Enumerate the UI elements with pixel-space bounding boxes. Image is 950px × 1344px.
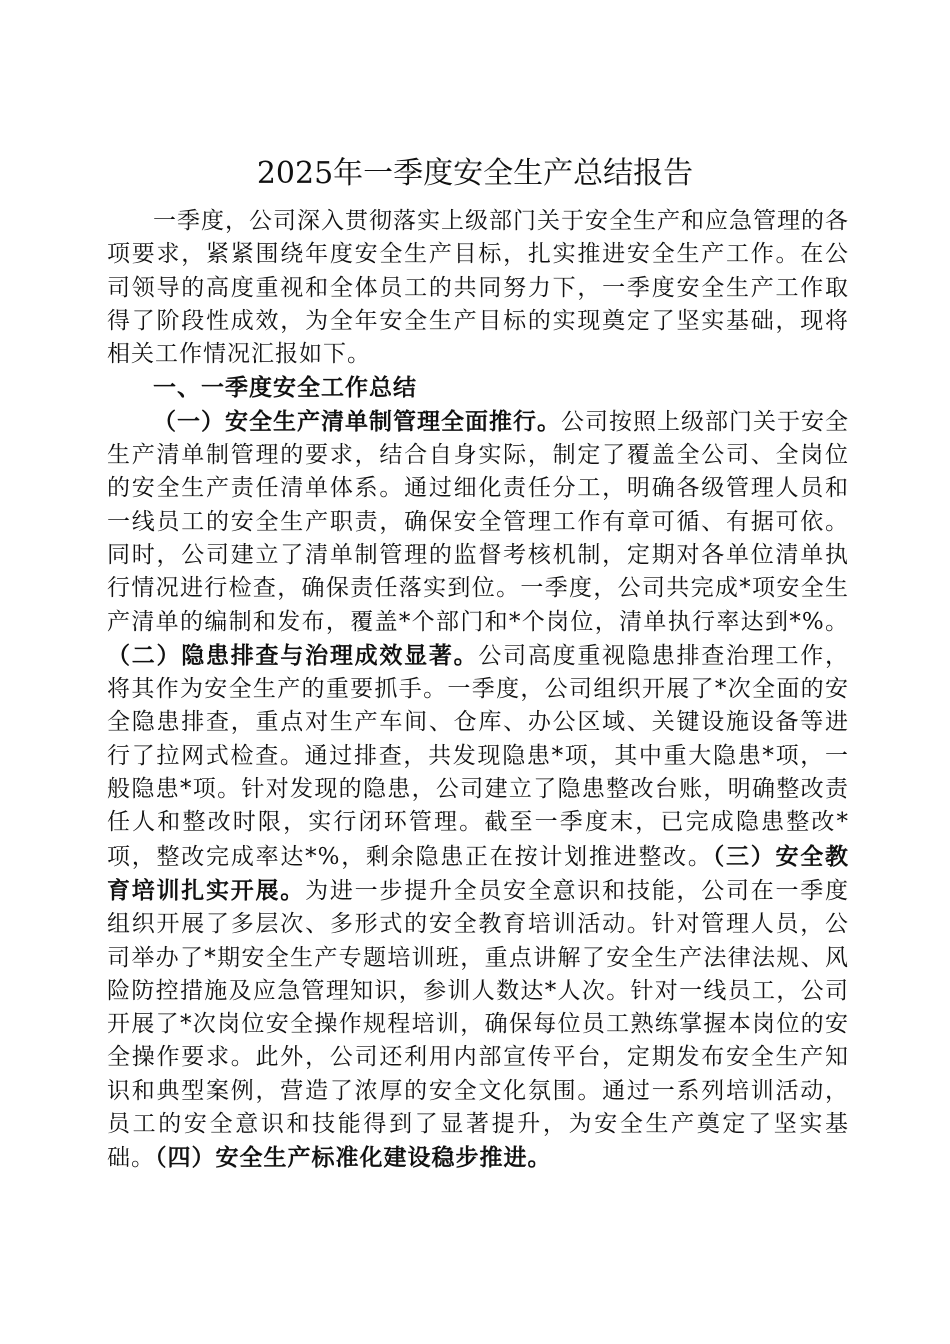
subsection-text-3: 为进一步提升全员安全意识和技能，公司在一季度组织开展了多层次、多形式的安全教育培训活动。针对管理人员，公司举办了*期安全生产专题培训班，重点讲解了安全生产法律法规、风险防控措施及应急管理知识，参训人数达*人次。针对一线员工，公司开展了*次岗位安全操作规程培训，确保每位员工熟练掌握本岗位的安全操作要求。此外，公司还利用内部宣传平台，定期发布安全生产知识和典型案例，营造了浓厚的安全文化氛围。通过一系列培训活动，员工的安全意识和技能得到了显著提升，为安全生产奠定了坚实基础。	[107, 877, 850, 1172]
document-body	[107, 205, 849, 1176]
subsection-heading-2: （二）隐患排查与治理成效显著。	[107, 641, 479, 669]
document-title: 2025年一季度安全生产总结报告	[256, 156, 694, 192]
subsection-heading-3: （三）安全教育培训扎实开展。	[107, 842, 850, 904]
subsection-heading-4: （四）安全生产标准化建设稳步推进。	[155, 1144, 552, 1172]
subsection-text-2: 公司高度重视隐患排查治理工作，将其作为安全生产的重要抓手。一季度，公司组织开展了*次全面的安全隐患排查，重点对生产车间、仓库、办公区域、关键设施设备等进行了拉网式检查。通过排查，共发现隐患*项，其中重大隐患*项，一般隐患*项。针对发现的隐患，公司建立了隐患整改台账，明确整改责任人和整改时限，实行闭环管理。截至一季度末，已完成隐患整改*项，整改完成率达*%，剩余隐患正在按计划推进整改。	[107, 642, 850, 870]
section-heading: 一、一季度安全工作总结	[153, 374, 417, 402]
subsection-heading-1: （一）安全生产清单制管理全面推行。	[153, 407, 561, 435]
intro-paragraph: 一季度，公司深入贯彻落实上级部门关于安全生产和应急管理的各项要求，紧紧围绕年度安全生产目标，扎实推进安全生产工作。在公司领导的高度重视和全体员工的共同努力下，一季度安全生产工作取得了阶段性成效，为全年安全生产目标的实现奠定了坚实基础，现将相关工作情况汇报如下。	[107, 208, 849, 368]
subsection-text-1: 公司按照上级部门关于安全生产清单制管理的要求，结合自身实际，制定了覆盖全公司、全岗位的安全生产责任清单体系。通过细化责任分工，明确各级管理人员和一线员工的安全生产职责，确保安全管理工作有章可循、有据可依。同时，公司建立了清单制管理的监督考核机制，定期对各单位清单执行情况进行检查，确保责任落实到位。一季度，公司共完成*项安全生产清单的编制和发布，覆盖*个部门和*个岗位，清单执行率达到*%。	[107, 408, 849, 635]
section-content	[107, 405, 849, 1176]
